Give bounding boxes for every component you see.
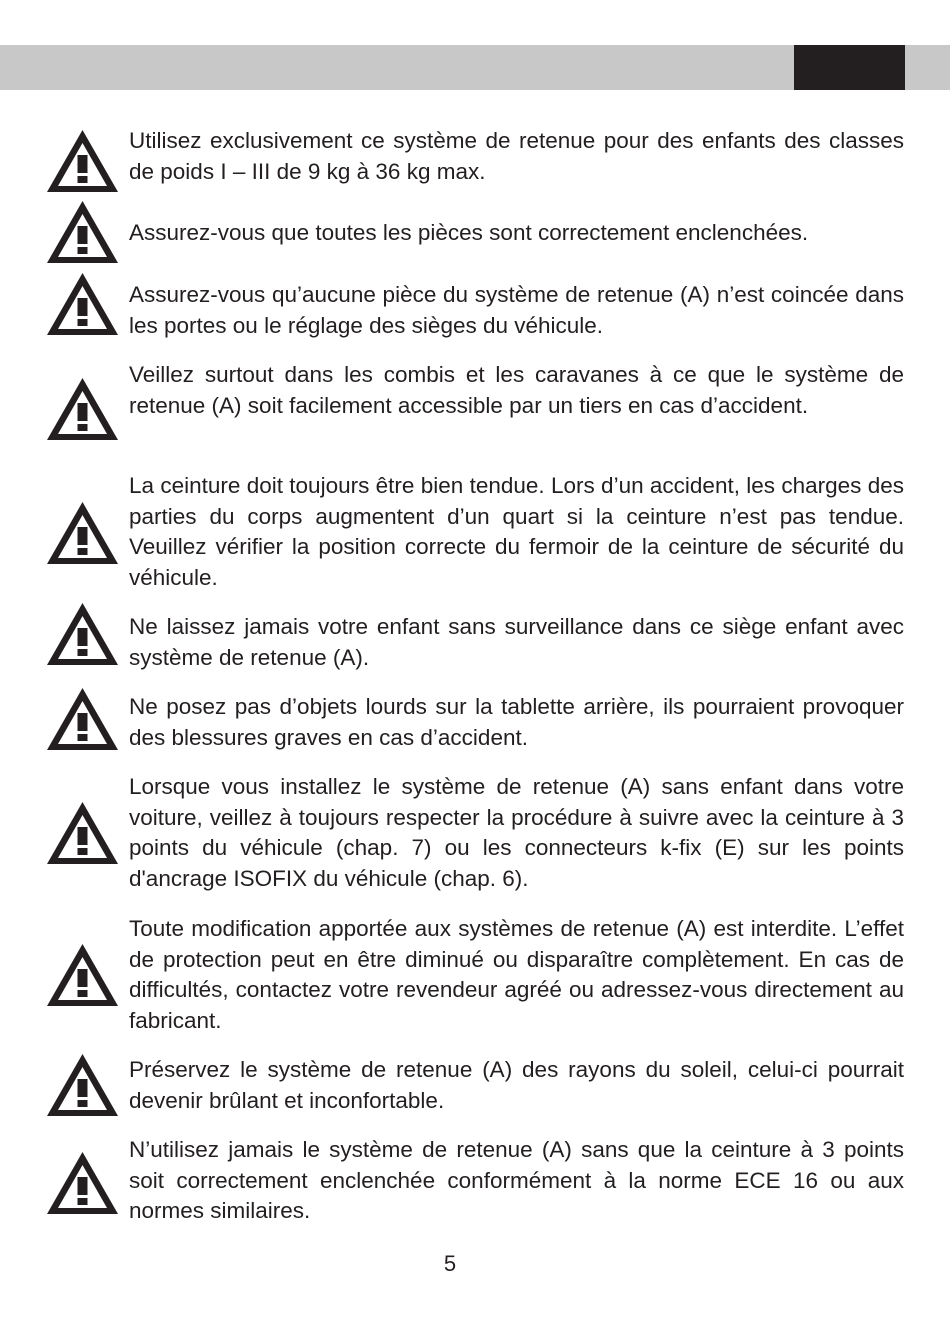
warning-text: Toute modification apportée aux systèmes de retenue (A) est interdite. L’effet de protection peut en être diminué ou disparaître complètement. En cas de difficultés, contactez votre revendeur agréé ou adressez-vous directement au fabricant. xyxy=(129,916,904,1033)
warning-triangle-icon xyxy=(45,942,120,1008)
warning-text: Ne laissez jamais votre enfant sans surveillance dans ce siège enfant avec système de retenue (A). xyxy=(129,614,904,670)
warning-triangle-icon xyxy=(45,1150,120,1216)
warning-triangle-icon xyxy=(45,601,120,667)
warning-text: Préservez le système de retenue (A) des rayons du soleil, celui-ci pourrait devenir brûlant et inconfortable. xyxy=(129,1057,904,1113)
warning-triangle-icon xyxy=(45,686,120,752)
warning-triangle-icon xyxy=(45,1052,120,1118)
warning-text: Ne posez pas d’objets lourds sur la tablette arrière, ils pourraient provoquer des blessures graves en cas d’accident. xyxy=(129,694,904,750)
warning-triangle-icon xyxy=(45,500,120,566)
warning-text: Assurez-vous qu’aucune pièce du système de retenue (A) n’est coincée dans les portes ou le réglage des sièges du véhicule. xyxy=(129,282,904,338)
warning-triangle-icon xyxy=(45,128,120,194)
warning-text: La ceinture doit toujours être bien tendue. Lors d’un accident, les charges des parties du corps augmentent d’un quart si la ceinture n’est pas tendue. Veuillez vérifier la position correcte du fermoir de la ceinture de sécurité du véhicule. xyxy=(129,473,904,590)
warning-text: Utilisez exclusivement ce système de retenue pour des enfants des classes de poids I – III de 9 kg à 36 kg max. xyxy=(129,128,904,184)
warning-triangle-icon xyxy=(45,271,120,337)
header-accent-block xyxy=(794,45,905,90)
warning-text: Lorsque vous installez le système de retenue (A) sans enfant dans votre voiture, veillez à toujours respecter la procédure à suivre avec la ceinture à 3 points du véhicule (chap. 7) ou les connecteurs k-fix (E) sur les points d'ancrage ISOFIX du véhicule (chap. 6). xyxy=(129,774,904,891)
warning-triangle-icon xyxy=(45,800,120,866)
warning-text: Veillez surtout dans les combis et les caravanes à ce que le système de retenue (A) soit facilement accessible par un tiers en cas d’accident. xyxy=(129,362,904,418)
warning-text: N’utilisez jamais le système de retenue (A) sans que la ceinture à 3 points soit correctement enclenchée conformément à la norme ECE 16 ou aux normes similaires. xyxy=(129,1137,904,1223)
page-number: 5 xyxy=(443,1251,457,1276)
warning-triangle-icon xyxy=(45,199,120,265)
warning-triangle-icon xyxy=(45,376,120,442)
warning-text: Assurez-vous que toutes les pièces sont correctement enclenchées. xyxy=(129,220,809,245)
